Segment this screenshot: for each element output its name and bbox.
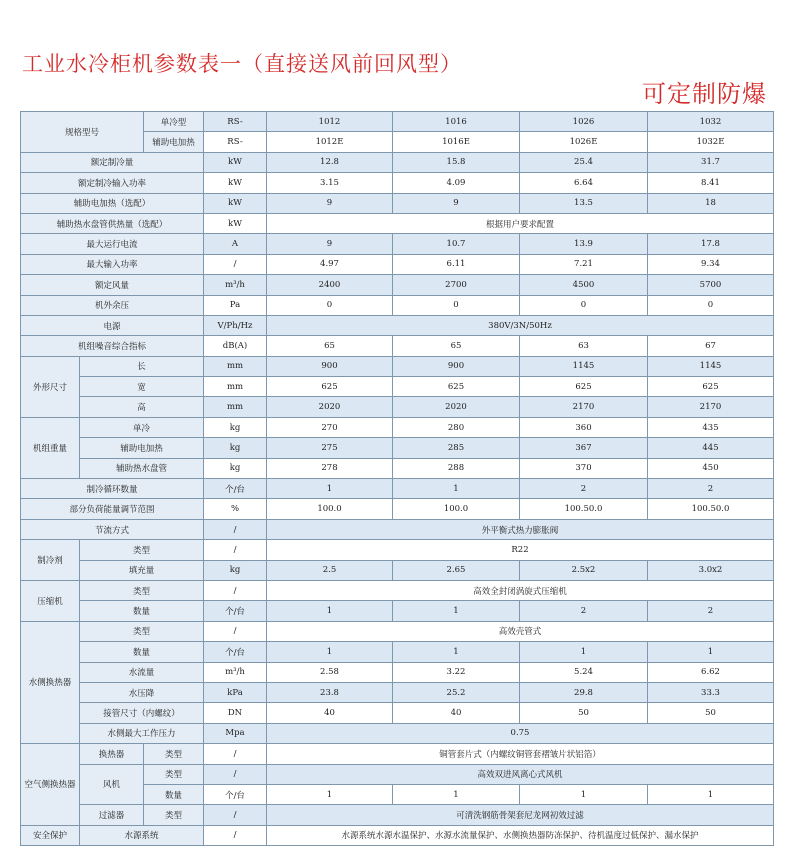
unit-cell: mm (204, 377, 267, 397)
table-row (21, 744, 774, 764)
value-cell: 6.62 (648, 662, 774, 682)
unit-cell: m³/h (204, 275, 267, 295)
group-label: 压缩机 (21, 580, 80, 621)
value-cell: 4500 (520, 275, 648, 295)
unit-cell: % (204, 499, 267, 519)
row-label: 电源 (21, 315, 204, 335)
value-cell: 445 (648, 438, 774, 458)
table-row (21, 621, 774, 641)
row-label: 部分负荷能量调节范围 (21, 499, 204, 519)
sub-sub-label: 类型 (144, 805, 204, 825)
value-cell: 6.11 (393, 254, 520, 274)
model-label: 规格型号 (21, 112, 144, 153)
value-cell: 435 (648, 417, 774, 437)
sub-label: 类型 (80, 540, 204, 560)
table-row (21, 499, 774, 519)
unit-cell: kW (204, 152, 267, 172)
table-row (21, 336, 774, 356)
row-label: 额定制冷量 (21, 152, 204, 172)
unit-cell: 个/台 (204, 642, 267, 662)
spanning-value: 高效双进风离心式风机 (267, 764, 774, 784)
sub-label: 长 (80, 356, 204, 376)
value-cell: 4.09 (393, 173, 520, 193)
unit-cell: / (204, 254, 267, 274)
value-cell: 1 (520, 784, 648, 804)
value-cell: 65 (393, 336, 520, 356)
value-cell: 2 (520, 479, 648, 499)
row-label: 制冷循环数量 (21, 479, 204, 499)
unit-cell: kg (204, 458, 267, 478)
unit-cell: / (204, 744, 267, 764)
value-cell: 367 (520, 438, 648, 458)
value-cell: 9 (267, 193, 393, 213)
table-row (21, 805, 774, 825)
group-label: 机组重量 (21, 417, 80, 478)
value-cell: 1 (520, 642, 648, 662)
value-cell: 13.9 (520, 234, 648, 254)
value-cell: 1 (267, 784, 393, 804)
value-cell: 8.41 (648, 173, 774, 193)
value-cell: 275 (267, 438, 393, 458)
value-cell: 285 (393, 438, 520, 458)
value-cell: 4.97 (267, 254, 393, 274)
unit-cell: / (204, 805, 267, 825)
table-row (21, 295, 774, 315)
value-cell: 0 (393, 295, 520, 315)
value-cell: 2 (648, 479, 774, 499)
group-label: 外形尺寸 (21, 356, 80, 417)
sub-label: 辅助热水盘管 (80, 458, 204, 478)
value-cell: 2700 (393, 275, 520, 295)
value-cell: 67 (648, 336, 774, 356)
unit-cell: kW (204, 173, 267, 193)
unit-cell: / (204, 825, 267, 845)
unit-cell: V/Ph/Hz (204, 315, 267, 335)
value-cell: 2.5 (267, 560, 393, 580)
table-row (21, 662, 774, 682)
value-cell: 25.4 (520, 152, 648, 172)
value-cell: 360 (520, 417, 648, 437)
model-value: 1016 (393, 112, 520, 132)
spanning-value: 铜管套片式（内螺纹铜管套褶皱片状铝箔） (267, 744, 774, 764)
spec-table (20, 111, 774, 846)
model-value: 1026E (520, 132, 648, 152)
spanning-value: 380V/3N/50Hz (267, 315, 774, 335)
spanning-value: 高效全封闭涡旋式压缩机 (267, 580, 774, 600)
row-label: 额定风量 (21, 275, 204, 295)
table-row (21, 580, 774, 600)
value-cell: 13.5 (520, 193, 648, 213)
sub-label: 数量 (80, 642, 204, 662)
value-cell: 9 (267, 234, 393, 254)
table-row (21, 703, 774, 723)
value-cell: 2170 (520, 397, 648, 417)
unit-cell: kg (204, 417, 267, 437)
unit-cell: Pa (204, 295, 267, 315)
table-row (21, 458, 774, 478)
sub-label: 水压降 (80, 682, 204, 702)
table-row (21, 315, 774, 335)
spanning-value: 外平衡式热力膨胀阀 (267, 519, 774, 539)
sub-sub-label: 类型 (144, 744, 204, 764)
table-row (21, 234, 774, 254)
value-cell: 1145 (648, 356, 774, 376)
value-cell: 2 (648, 601, 774, 621)
value-cell: 625 (648, 377, 774, 397)
sub-label: 辅助电加热 (80, 438, 204, 458)
spanning-value: R22 (267, 540, 774, 560)
value-cell: 270 (267, 417, 393, 437)
aux-heat-type-label: 辅助电加热 (144, 132, 204, 152)
row-label: 机外余压 (21, 295, 204, 315)
value-cell: 278 (267, 458, 393, 478)
value-cell: 900 (267, 356, 393, 376)
unit-cell: / (204, 580, 267, 600)
sub-sub-label: 数量 (144, 784, 204, 804)
sub-label: 单冷 (80, 417, 204, 437)
value-cell: 1 (267, 642, 393, 662)
sub-label: 风机 (80, 764, 144, 805)
row-label: 节流方式 (21, 519, 204, 539)
value-cell: 1 (267, 479, 393, 499)
value-cell: 65 (267, 336, 393, 356)
unit-cell: 个/台 (204, 479, 267, 499)
sub-label: 水流量 (80, 662, 204, 682)
unit-cell: / (204, 764, 267, 784)
value-cell: 5700 (648, 275, 774, 295)
table-row (21, 193, 774, 213)
value-cell: 370 (520, 458, 648, 478)
cool-only-label: 单冷型 (144, 112, 204, 132)
unit-cell: kg (204, 560, 267, 580)
value-cell: 17.8 (648, 234, 774, 254)
group-label: 空气侧换热器 (21, 744, 80, 826)
model-value: 1012 (267, 112, 393, 132)
sub-label: 高 (80, 397, 204, 417)
spanning-value: 根据用户要求配置 (267, 213, 774, 233)
unit-cell: / (204, 621, 267, 641)
sub-label: 宽 (80, 377, 204, 397)
value-cell: 15.8 (393, 152, 520, 172)
model-prefix: RS- (204, 112, 267, 132)
model-value: 1012E (267, 132, 393, 152)
row-label: 额定制冷输入功率 (21, 173, 204, 193)
table-row (21, 152, 774, 172)
table-row (21, 519, 774, 539)
sub-sub-label: 类型 (144, 764, 204, 784)
value-cell: 2170 (648, 397, 774, 417)
model-value: 1032E (648, 132, 774, 152)
sub-label: 过滤器 (80, 805, 144, 825)
unit-cell: kg (204, 438, 267, 458)
value-cell: 625 (393, 377, 520, 397)
table-row (21, 601, 774, 621)
spanning-value: 高效壳管式 (267, 621, 774, 641)
table-row (21, 560, 774, 580)
row-label: 机组噪音综合指标 (21, 336, 204, 356)
table-row (21, 438, 774, 458)
unit-cell: 个/台 (204, 601, 267, 621)
unit-cell: / (204, 540, 267, 560)
unit-cell: DN (204, 703, 267, 723)
value-cell: 3.22 (393, 662, 520, 682)
sub-label: 水侧最大工作压力 (80, 723, 204, 743)
table-row (21, 356, 774, 376)
value-cell: 0 (267, 295, 393, 315)
table-row (21, 642, 774, 662)
value-cell: 2.65 (393, 560, 520, 580)
value-cell: 625 (520, 377, 648, 397)
unit-cell: mm (204, 397, 267, 417)
value-cell: 288 (393, 458, 520, 478)
model-prefix: RS- (204, 132, 267, 152)
value-cell: 0 (648, 295, 774, 315)
value-cell: 31.7 (648, 152, 774, 172)
value-cell: 10.7 (393, 234, 520, 254)
sub-label: 水源系统 (80, 825, 204, 845)
model-value: 1032 (648, 112, 774, 132)
table-row (21, 377, 774, 397)
unit-cell: kPa (204, 682, 267, 702)
value-cell: 1 (648, 642, 774, 662)
group-label: 安全保护 (21, 825, 80, 845)
value-cell: 280 (393, 417, 520, 437)
value-cell: 23.8 (267, 682, 393, 702)
table-row (21, 723, 774, 743)
value-cell: 1 (393, 601, 520, 621)
group-label: 水侧换热器 (21, 621, 80, 743)
value-cell: 1 (393, 642, 520, 662)
value-cell: 12.8 (267, 152, 393, 172)
sub-label: 填充量 (80, 560, 204, 580)
table-row (21, 417, 774, 437)
value-cell: 9 (393, 193, 520, 213)
value-cell: 50 (520, 703, 648, 723)
table-row (21, 254, 774, 274)
value-cell: 2400 (267, 275, 393, 295)
value-cell: 40 (393, 703, 520, 723)
table-row (21, 540, 774, 560)
value-cell: 40 (267, 703, 393, 723)
value-cell: 9.34 (648, 254, 774, 274)
table-row (21, 764, 774, 784)
model-value: 1016E (393, 132, 520, 152)
table-row (21, 479, 774, 499)
value-cell: 1 (393, 784, 520, 804)
row-label: 最大输入功率 (21, 254, 204, 274)
row-label: 辅助热水盘管供热量（选配） (21, 213, 204, 233)
page-title: 工业水冷柜机参数表一（直接送风前回风型） (22, 52, 462, 76)
unit-cell: mm (204, 356, 267, 376)
row-label: 最大运行电流 (21, 234, 204, 254)
value-cell: 1 (393, 479, 520, 499)
unit-cell: m³/h (204, 662, 267, 682)
value-cell: 63 (520, 336, 648, 356)
table-row (21, 173, 774, 193)
unit-cell: 个/台 (204, 784, 267, 804)
value-cell: 5.24 (520, 662, 648, 682)
unit-cell: kW (204, 193, 267, 213)
unit-cell: A (204, 234, 267, 254)
value-cell: 100.50.0 (520, 499, 648, 519)
value-cell: 100.0 (393, 499, 520, 519)
value-cell: 100.50.0 (648, 499, 774, 519)
table-row (21, 397, 774, 417)
unit-cell: / (204, 519, 267, 539)
table-row (21, 825, 774, 845)
sub-label: 类型 (80, 621, 204, 641)
sub-label: 类型 (80, 580, 204, 600)
sub-label: 接管尺寸（内螺纹） (80, 703, 204, 723)
table-row (21, 213, 774, 233)
value-cell: 900 (393, 356, 520, 376)
value-cell: 18 (648, 193, 774, 213)
sub-label: 数量 (80, 601, 204, 621)
value-cell: 3.15 (267, 173, 393, 193)
value-cell: 100.0 (267, 499, 393, 519)
spanning-value: 水源系统水源水温保护、水源水流量保护、水侧换热器防冻保护、待机温度过低保护、漏水保护 (267, 825, 774, 845)
value-cell: 29.8 (520, 682, 648, 702)
table-row (21, 112, 774, 132)
unit-cell: dB(A) (204, 336, 267, 356)
row-label: 辅助电加热（选配） (21, 193, 204, 213)
value-cell: 25.2 (393, 682, 520, 702)
value-cell: 7.21 (520, 254, 648, 274)
value-cell: 0 (520, 295, 648, 315)
value-cell: 1 (267, 601, 393, 621)
value-cell: 3.0x2 (648, 560, 774, 580)
value-cell: 2020 (393, 397, 520, 417)
value-cell: 2.5x2 (520, 560, 648, 580)
table-row (21, 275, 774, 295)
sub-label: 换热器 (80, 744, 144, 764)
spanning-value: 可清洗钢筋骨架套尼龙网初效过滤 (267, 805, 774, 825)
value-cell: 2 (520, 601, 648, 621)
value-cell: 50 (648, 703, 774, 723)
value-cell: 1 (648, 784, 774, 804)
group-label: 制冷剂 (21, 540, 80, 581)
value-cell: 450 (648, 458, 774, 478)
table-row (21, 682, 774, 702)
model-value: 1026 (520, 112, 648, 132)
explosion-proof-note: 可定制防爆 (642, 80, 767, 108)
value-cell: 2020 (267, 397, 393, 417)
value-cell: 1145 (520, 356, 648, 376)
value-cell: 625 (267, 377, 393, 397)
value-cell: 33.3 (648, 682, 774, 702)
value-cell: 2.58 (267, 662, 393, 682)
spanning-value: 0.75 (267, 723, 774, 743)
value-cell: 6.64 (520, 173, 648, 193)
unit-cell: Mpa (204, 723, 267, 743)
unit-cell: kW (204, 213, 267, 233)
